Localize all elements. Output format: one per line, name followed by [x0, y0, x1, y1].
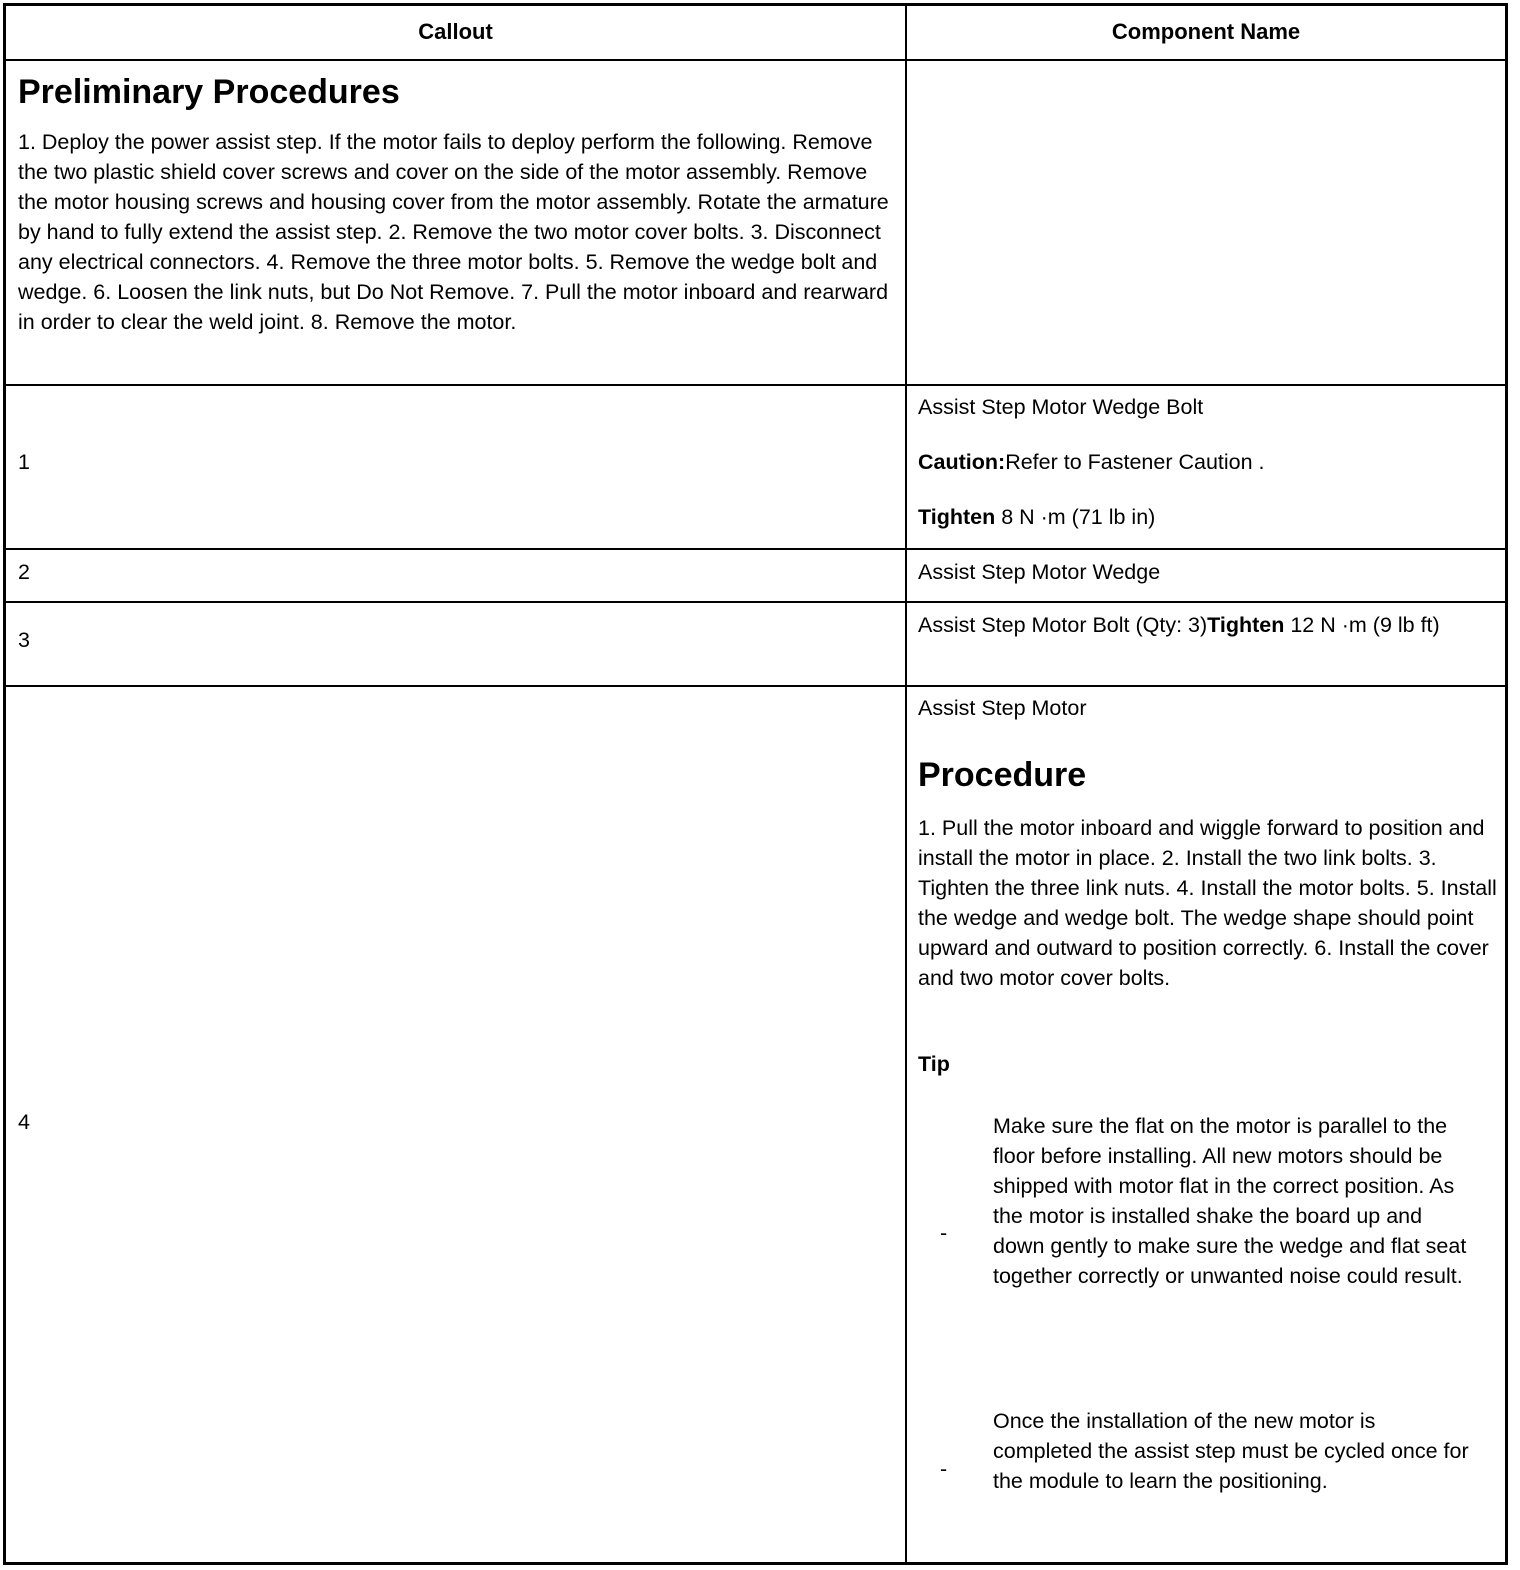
component-table: [3, 3, 1508, 1565]
procedure-title: Procedure: [918, 756, 1087, 794]
preliminary-cell: [6, 61, 907, 384]
tip-text: Once the installation of the new motor is completed the assist step must be cycled once for the module to learn the positioning.: [993, 1409, 1469, 1493]
caution-label: Caution:: [918, 450, 1006, 474]
component-name: Assist Step Motor: [918, 696, 1087, 720]
table-header-row: [6, 6, 1505, 61]
tip-text: Make sure the flat on the motor is parallel to the floor before installing. All new motors should be shipped with motor flat in the correct position. As the motor is installed shake the board up and down gently to make sure the wedge and flat seat together correctly or unwanted noise could result.: [993, 1114, 1467, 1288]
torque-value: 12 N ·m (9 lb ft): [1284, 613, 1440, 637]
table-row: [6, 603, 1505, 687]
callout-number: 4: [18, 1110, 30, 1134]
header-component-name: Component Name: [1111, 19, 1301, 44]
callout-number: 3: [18, 628, 30, 652]
tip-bullet: -: [940, 1221, 948, 1245]
tip-bullet: -: [940, 1457, 948, 1481]
table-row: [6, 687, 1505, 1562]
component-name-with-torque: [918, 610, 1498, 640]
preliminary-empty-cell: [907, 61, 1505, 384]
preliminary-text: 1. Deploy the power assist step. If the motor fails to deploy perform the following. Remove the two plastic shield cover screws and cover on the side of the motor assembly. Remove the motor housing screws and housing cover from the motor assembly. Rotate the armature by hand to fully extend the assist step. 2. Remove the two motor cover bolts. 3. Disconnect any electrical connectors. 4. Remove the three motor bolts. 5. Remove the wedge bolt and wedge. 6. Loosen the link nuts, but Do Not Remove. 7. Pull the motor inboard and rearward in order to clear the weld joint. 8. Remove the motor.: [18, 130, 889, 334]
component-name: Assist Step Motor Wedge Bolt: [918, 395, 1204, 419]
table-row: [6, 386, 1505, 550]
tighten-label: Tighten: [1207, 613, 1285, 637]
torque-spec: [918, 502, 1155, 532]
component-name: Assist Step Motor Wedge: [918, 560, 1161, 584]
torque-value: 8 N ·m (71 lb in): [995, 505, 1156, 529]
table-row-preliminary: [6, 61, 1505, 386]
caution-line: [918, 447, 1265, 477]
callout-number: 2: [18, 560, 30, 584]
header-callout: Callout: [6, 6, 907, 59]
table-row: [6, 550, 1505, 603]
component-name: Assist Step Motor Bolt (Qty: 3): [918, 613, 1208, 637]
tip-label: Tip: [918, 1052, 950, 1076]
caution-text: Refer to Fastener Caution .: [1005, 450, 1265, 474]
preliminary-title: Preliminary Procedures: [18, 73, 400, 111]
tighten-label: Tighten: [918, 505, 996, 529]
callout-number: 1: [18, 450, 30, 474]
procedure-text: 1. Pull the motor inboard and wiggle forward to position and install the motor in place. 2. Install the two link bolts. 3. Tighten the three link nuts. 4. Install the motor bolts. 5. Install the wedge and wedge bolt. The wedge shape should point upward and outward to position correctly. 6. Install the cover and two motor cover bolts.: [918, 816, 1497, 990]
